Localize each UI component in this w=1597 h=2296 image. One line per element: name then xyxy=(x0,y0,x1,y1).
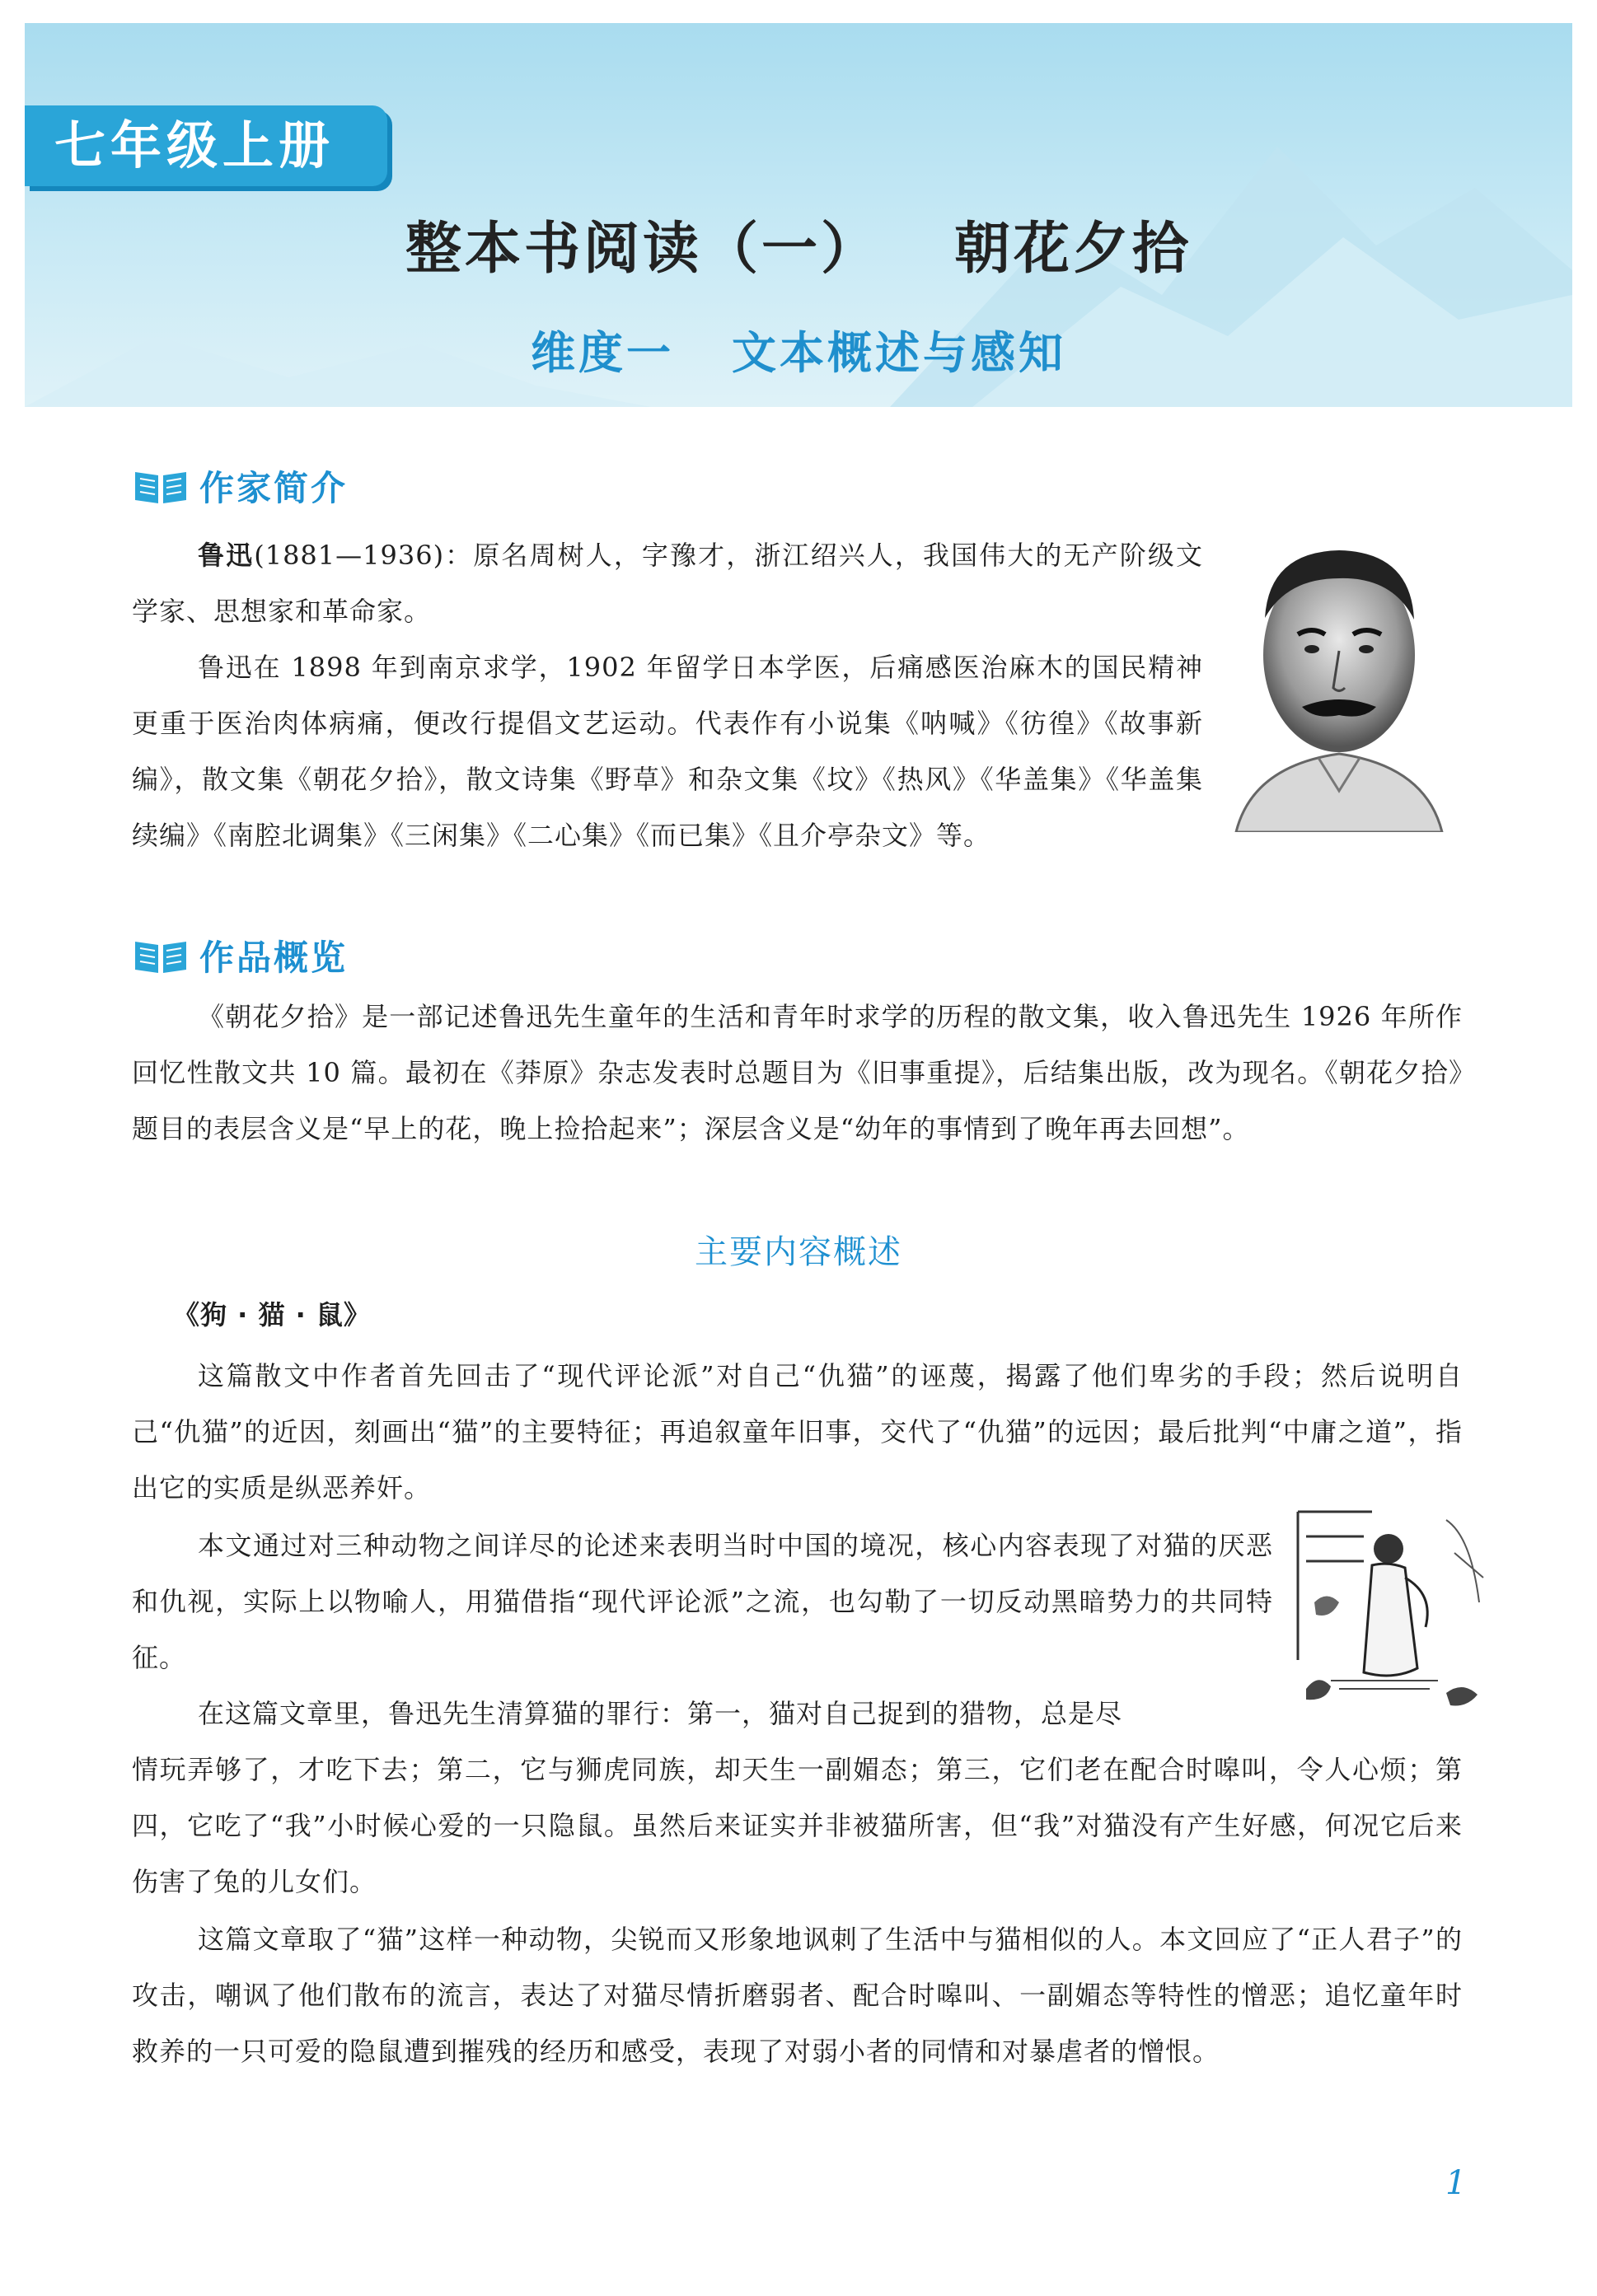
author-paragraph-1 xyxy=(132,527,1203,639)
subtitle-part-1: 维度一 xyxy=(531,327,674,379)
author-portrait xyxy=(1220,519,1459,832)
content-summary-heading: 主要内容概述 xyxy=(695,1233,902,1271)
overview-paragraph: 《朝花夕拾》是一部记述鲁迅先生童年的生活和青年时求学的历程的散文集，收入鲁迅先生 1926 年所作回忆性散文共 10 篇。最初在《莽原》杂志发表时总题目为《旧事重提》，后结集出版，改为现名。《朝花夕拾》题目的表层含义是“早上的花，晚上捡拾起来”；深层含义是“幼年的事情到了晚年再去回想”。 xyxy=(132,1001,1463,1144)
summary-paragraph-3-line-1: 在这篇文章里，鲁迅先生清算猫的罪行：第一，猫对自己捉到的猎物，总是尽 xyxy=(198,1698,1123,1729)
subtitle-part-2: 文本概述与感知 xyxy=(732,327,1066,379)
open-book-icon xyxy=(132,465,190,507)
page-title xyxy=(0,213,1597,287)
grade-tab-label: 七年级上册 xyxy=(54,115,335,175)
page-number: 1 xyxy=(1445,2164,1467,2202)
author-paragraph-2: 鲁迅在 1898 年到南京求学，1902 年留学日本学医，后痛感医治麻木的国民精神更重于医治肉体病痛，便改行提倡文艺运动。代表作有小说集《呐喊》《彷徨》《故事新编》，散文集《朝花夕拾》，散文诗集《野草》和杂文集《坟》《热风》《华盖集》《华盖集续编》《南腔北调集》《三闲集》《二心集》《而已集》《且介亭杂文》等。 xyxy=(132,652,1203,851)
author-section-heading xyxy=(132,461,348,511)
title-part-2: 朝花夕拾 xyxy=(954,217,1192,282)
summary-paragraph-1: 这篇散文中作者首先回击了“现代评论派”对自己“仇猫”的诬蔑，揭露了他们卑劣的手段；然后说明自己“仇猫”的近因，刻画出“猫”的主要特征；再追叙童年旧事，交代了“仇猫”的远因；最后批判“中庸之道”，指出它的实质是纵恶养奸。 xyxy=(132,1360,1463,1503)
author-name: 鲁迅 xyxy=(198,540,255,571)
open-book-icon xyxy=(132,935,190,976)
overview-section-heading xyxy=(132,931,348,980)
author-intro-text: (1881—1936)：原名周树人，字豫才，浙江绍兴人，我国伟大的无产阶级文学家、思想家和革命家。 xyxy=(132,540,1203,627)
article-title: 《狗 · 猫 · 鼠》 xyxy=(173,1299,371,1330)
overview-section-title: 作品概览 xyxy=(199,938,349,978)
summary-paragraph-4: 这篇文章取了“猫”这样一种动物，尖锐而又形象地讽刺了生活中与猫相似的人。本文回应了“正人君子”的攻击，嘲讽了他们散布的流言，表达了对猫尽情折磨弱者、配合时嗥叫、一副媚态等特性的憎恶；追忆童年时救养的一只可爱的隐鼠遭到摧残的经历和感受，表现了对弱小者的同情和对暴虐者的憎恨。 xyxy=(132,1924,1463,2067)
dimension-subtitle xyxy=(0,323,1597,384)
cat-illustration xyxy=(1281,1503,1492,1726)
author-section-title: 作家简介 xyxy=(199,468,349,508)
summary-paragraph-2: 本文通过对三种动物之间详尽的论述来表明当时中国的境况，核心内容表现了对猫的厌恶和仇视，实际上以物喻人，用猫借指“现代评论派”之流，也勾勒了一切反动黑暗势力的共同特征。 xyxy=(132,1530,1273,1673)
title-part-1: 整本书阅读（一） xyxy=(405,217,880,282)
summary-paragraph-3-rest: 情玩弄够了，才吃下去；第二，它与狮虎同族，却天生一副媚态；第三，它们老在配合时嗥叫，令人心烦；第四，它吃了“我”小时候心爱的一只隐鼠。虽然后来证实并非被猫所害，但“我”对猫没有产生好感，何况它后来伤害了兔的儿女们。 xyxy=(132,1754,1463,1897)
